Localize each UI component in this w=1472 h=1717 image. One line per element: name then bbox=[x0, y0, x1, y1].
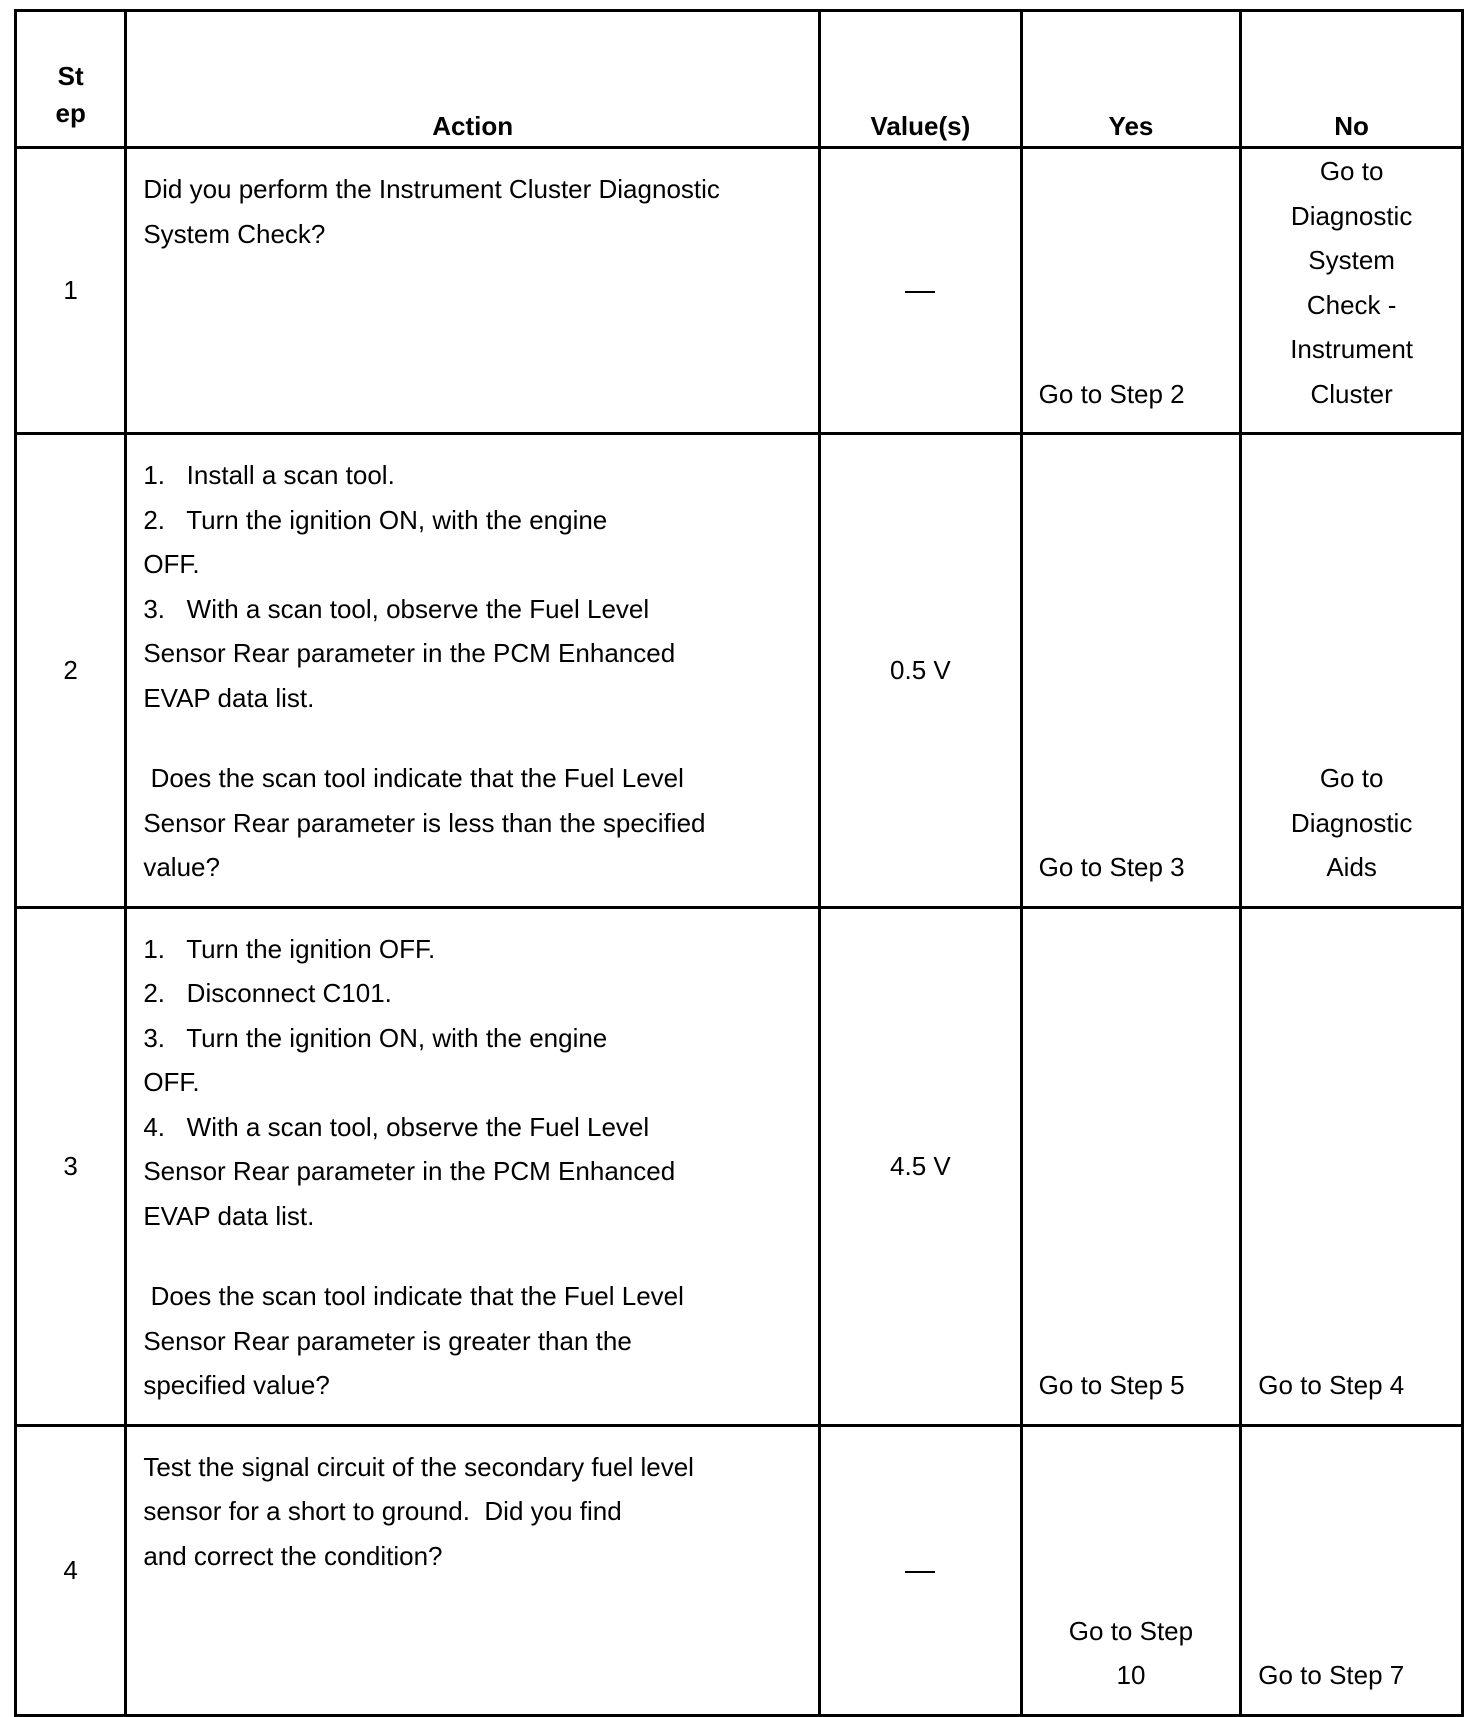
yes-line: Go to Step 5 bbox=[1038, 1370, 1185, 1400]
action-line: specified value? bbox=[143, 1370, 330, 1400]
yes-cell bbox=[1021, 434, 1241, 908]
header-step bbox=[16, 11, 126, 148]
table-row bbox=[16, 148, 1463, 434]
action-line: Sensor Rear parameter is less than the specified bbox=[143, 807, 706, 838]
no-line: Instrument bbox=[1290, 334, 1414, 364]
action-line: Does the scan tool indicate that the Fuel Level bbox=[143, 1281, 684, 1311]
diagnostic-table bbox=[14, 9, 1464, 1717]
no-line: Diagnostic bbox=[1290, 200, 1413, 231]
no-line: Diagnostic bbox=[1290, 807, 1413, 838]
action-cell bbox=[126, 434, 820, 908]
action-line: 2. Turn the ignition ON, with the engine bbox=[143, 504, 608, 535]
header-yes: Yes bbox=[1021, 11, 1241, 148]
no-line: Check - bbox=[1306, 289, 1397, 320]
action-line: Sensor Rear parameter in the PCM Enhanced bbox=[143, 1156, 676, 1186]
action-cell bbox=[126, 148, 820, 434]
header-step-line-2: ep bbox=[55, 98, 86, 128]
em-dash bbox=[905, 1571, 935, 1573]
no-cell bbox=[1241, 434, 1463, 908]
value-cell: 4.5 V bbox=[820, 907, 1022, 1425]
action-line bbox=[143, 1238, 800, 1274]
value-cell bbox=[820, 148, 1022, 434]
action-line: Does the scan tool indicate that the Fuel Level bbox=[143, 763, 684, 793]
step-number: 4 bbox=[16, 1425, 126, 1715]
value-cell bbox=[820, 1425, 1022, 1715]
action-line: 2. Disconnect C101. bbox=[143, 978, 392, 1008]
yes-line: 10 bbox=[1116, 1660, 1146, 1690]
action-line: 3. Turn the ignition ON, with the engine bbox=[143, 1022, 608, 1053]
value-cell: 0.5 V bbox=[820, 434, 1022, 908]
step-number: 1 bbox=[16, 148, 126, 434]
no-cell bbox=[1241, 148, 1463, 434]
table-row bbox=[16, 1425, 1463, 1715]
header-values: Value(s) bbox=[820, 11, 1022, 148]
action-line bbox=[143, 720, 800, 756]
no-line: Go to Step 4 bbox=[1258, 1370, 1405, 1400]
no-line: Go to Step 7 bbox=[1258, 1660, 1405, 1690]
header-no: No bbox=[1241, 11, 1463, 148]
action-line: Sensor Rear parameter in the PCM Enhanced bbox=[143, 638, 676, 668]
action-line: and correct the condition? bbox=[143, 1540, 443, 1571]
yes-line: Go to Step 2 bbox=[1038, 378, 1185, 409]
action-line: value? bbox=[143, 852, 220, 882]
action-line: Did you perform the Instrument Cluster Diagnostic bbox=[143, 174, 720, 204]
no-line: Aids bbox=[1326, 852, 1377, 882]
action-line: System Check? bbox=[143, 218, 326, 249]
action-cell bbox=[126, 1425, 820, 1715]
action-line: OFF. bbox=[143, 549, 200, 579]
action-cell bbox=[126, 907, 820, 1425]
no-line: Go to bbox=[1319, 763, 1384, 793]
action-line: EVAP data list. bbox=[143, 682, 315, 713]
table-row bbox=[16, 907, 1463, 1425]
action-line: EVAP data list. bbox=[143, 1200, 315, 1231]
yes-cell bbox=[1021, 907, 1241, 1425]
action-line: OFF. bbox=[143, 1067, 200, 1097]
step-number: 3 bbox=[16, 907, 126, 1425]
action-line: sensor for a short to ground. Did you find bbox=[143, 1496, 622, 1526]
no-line: Cluster bbox=[1310, 378, 1393, 409]
yes-cell bbox=[1021, 148, 1241, 434]
action-line: Sensor Rear parameter is greater than the bbox=[143, 1325, 632, 1356]
em-dash bbox=[905, 291, 935, 293]
header-action: Action bbox=[126, 11, 820, 148]
no-cell bbox=[1241, 907, 1463, 1425]
action-line: 1. Turn the ignition OFF. bbox=[143, 933, 436, 964]
yes-cell bbox=[1021, 1425, 1241, 1715]
action-line: 4. With a scan tool, observe the Fuel Level bbox=[143, 1111, 650, 1142]
action-line: 1. Install a scan tool. bbox=[143, 460, 395, 490]
table-row bbox=[16, 434, 1463, 908]
step-number: 2 bbox=[16, 434, 126, 908]
no-line: Go to bbox=[1319, 156, 1384, 186]
action-line: Test the signal circuit of the secondary fuel level bbox=[143, 1451, 694, 1482]
yes-line: Go to Step 3 bbox=[1038, 852, 1185, 882]
header-step-line-1: St bbox=[57, 61, 84, 91]
no-line: System bbox=[1308, 245, 1395, 275]
header-row bbox=[16, 11, 1463, 148]
action-line: 3. With a scan tool, observe the Fuel Level bbox=[143, 593, 650, 624]
no-cell bbox=[1241, 1425, 1463, 1715]
yes-line: Go to Step bbox=[1068, 1615, 1194, 1646]
